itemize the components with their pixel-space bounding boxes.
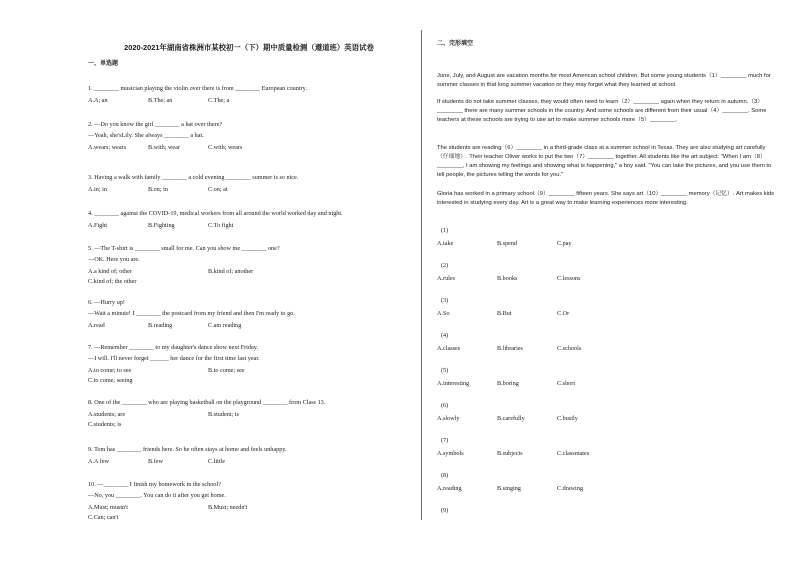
option-b: B.Fighting [148,222,175,229]
passage-paragraph: If students do not take summer classes, they would often need to learn（2）________ again when they return in autumn.（3）________ there are many summer schools in the country. And some schools are different from their usual（4）________. Some teachers at these schools are trying to use art to make summer schools more（5）________. [437,99,767,123]
option-b: B.libraries [497,345,523,352]
option-b: B.carefully [497,415,525,422]
cloze-number: (6) [441,402,449,409]
option-a: A.students; are [88,411,126,418]
passage-paragraph: Gloria has worked in a primary school（9）________ fifteen years. She says art（10）________ memory（记忆）. Art makes kids interested in studying every day. Art is a great way to make learning experiences more interesting. [437,191,775,206]
question-stem: 10. —________ I finish my homework in the school? [88,481,221,488]
option-a: A.A few [88,458,109,465]
option-a: A.A; an [88,97,108,104]
option-c: C.Can; can't [88,514,119,521]
question-stem: —I will. I'll never forget ______ her dance for the first time last year. [88,355,260,362]
option-b: B.singing [497,485,521,492]
question-stem: —Yeah, she'sLily. She always ________ a hat. [88,132,204,139]
question-stem: 3. Having a walk with family ________ a cold evening ________ summer is so nice. [88,174,299,181]
option-b: B.books [497,275,518,282]
option-a: A.read [88,322,105,329]
option-b: B.But [497,310,512,317]
option-a: A.classes [437,345,461,352]
option-a: A.to come; to see [88,367,132,374]
option-a: A.in; in [88,186,107,193]
question-stem: 5. —The T-shirt is ________ small for me. Can you show me ________ one? [88,245,280,252]
option-c: C.schools [557,345,582,352]
question-stem: —No, you ________. You can do it after you get home. [88,492,226,499]
question-stem: 7. —Remember ________ to my daughter's dance show next Friday. [88,344,258,351]
question-stem: —Wait a minute! I ________ the postcard from my friend and then I'm ready to go. [88,310,295,317]
cloze-number: (2) [441,262,449,269]
question-stem: 1. ________ musician playing the violin over there is from ________ European country. [88,85,307,92]
cloze-number: (5) [441,367,449,374]
option-a: A.interesting [437,380,470,387]
option-c: C.lessons [557,275,581,282]
option-c: C.students; is [88,421,122,428]
question-stem: —OK. Here you are. [88,256,140,263]
cloze-number: (8) [441,472,449,479]
question-stem: 2. —Do you know the girl ________ a hat over there? [88,121,223,128]
option-c: C.The; a [208,97,230,104]
cloze-number: (3) [441,297,449,304]
option-c: C.To fight [208,222,234,229]
question-stem: 9. Tom has ________ friends here. So he often stays at home and feels unhappy. [88,446,287,453]
option-b: B.subjects [497,450,523,457]
option-c: C.on; at [208,186,228,193]
option-c: C.busily [557,415,578,422]
option-c: C.am reading [208,322,242,329]
option-c: C.Or [557,310,570,317]
option-b: B.reading [148,322,173,329]
cloze-number: (7) [441,437,449,444]
option-a: A.symbols [437,450,464,457]
option-a: A.Must; mustn't [88,504,128,511]
option-b: B.The; an [148,97,173,104]
option-c: C.pay [557,240,572,247]
option-b: B.student; is [208,411,239,418]
passage-paragraph: The students are reading（6）________ in a third-grade class at a summer school in Texas. They are also studying art carefully（仔细地）. Their teacher Oliver works to put the two（7）________ together. All students like the art subject. "When I am（8）________, I am showing my feelings and showing what is happening," a boy said. "You can take the pictures, and you use them to tell people, the pictures telling the words for you." [437,145,772,178]
option-b: B.Must; needn't [208,504,248,511]
section-heading-mcq: 一、单选题 [88,61,119,67]
column-divider [421,30,422,520]
option-c: C.with; wears [208,144,243,151]
option-b: B.boring [497,380,519,387]
option-a: A.take [437,240,454,247]
option-b: B.on; in [148,186,168,193]
option-a: A.So [437,310,450,317]
cloze-number: (1) [441,227,449,234]
cloze-number: (9) [441,507,449,514]
option-c: C.kind of; the other [88,278,137,285]
option-a: A.slowly [437,415,460,422]
cloze-number: (4) [441,332,449,339]
option-a: A.rules [437,275,456,282]
option-b: B.to come; see [208,367,245,374]
option-c: C.drawing [557,485,583,492]
option-a: A.a kind of; other [88,268,132,275]
question-stem: 6. —Hurry up! [88,299,125,306]
option-a: A.wears; wears [88,144,127,151]
option-a: A.reading [437,485,462,492]
option-b: B.with; wear [148,144,180,151]
question-stem: 4. ________ against the COVID-19, medical workers from all around the world worked day and night. [88,210,343,217]
option-c: C.classmates [557,450,590,457]
option-b: B.kind of; another [208,268,254,275]
option-c: C.little [208,458,226,465]
option-a: A.Fight [88,222,108,229]
section-heading-cloze: 二、完形填空 [437,41,474,47]
question-stem: 8. One of the ________ who are playing basketball on the playground ________ from Class 13. [88,399,326,406]
option-c: C.to come; seeing [88,377,133,384]
page-title: 2020-2021年湖南省株洲市某校初一（下）期中质量检测（遵道班）英语试卷 [124,43,374,52]
option-c: C.short [557,380,576,387]
passage-paragraph: June, July, and August are vacation months for most American school children. But some young students（1）________ much for summer classes in that long summer vacation or they may forget what they learned at school. [437,73,771,88]
option-b: B.spend [497,240,518,247]
option-b: B.few [148,458,163,465]
